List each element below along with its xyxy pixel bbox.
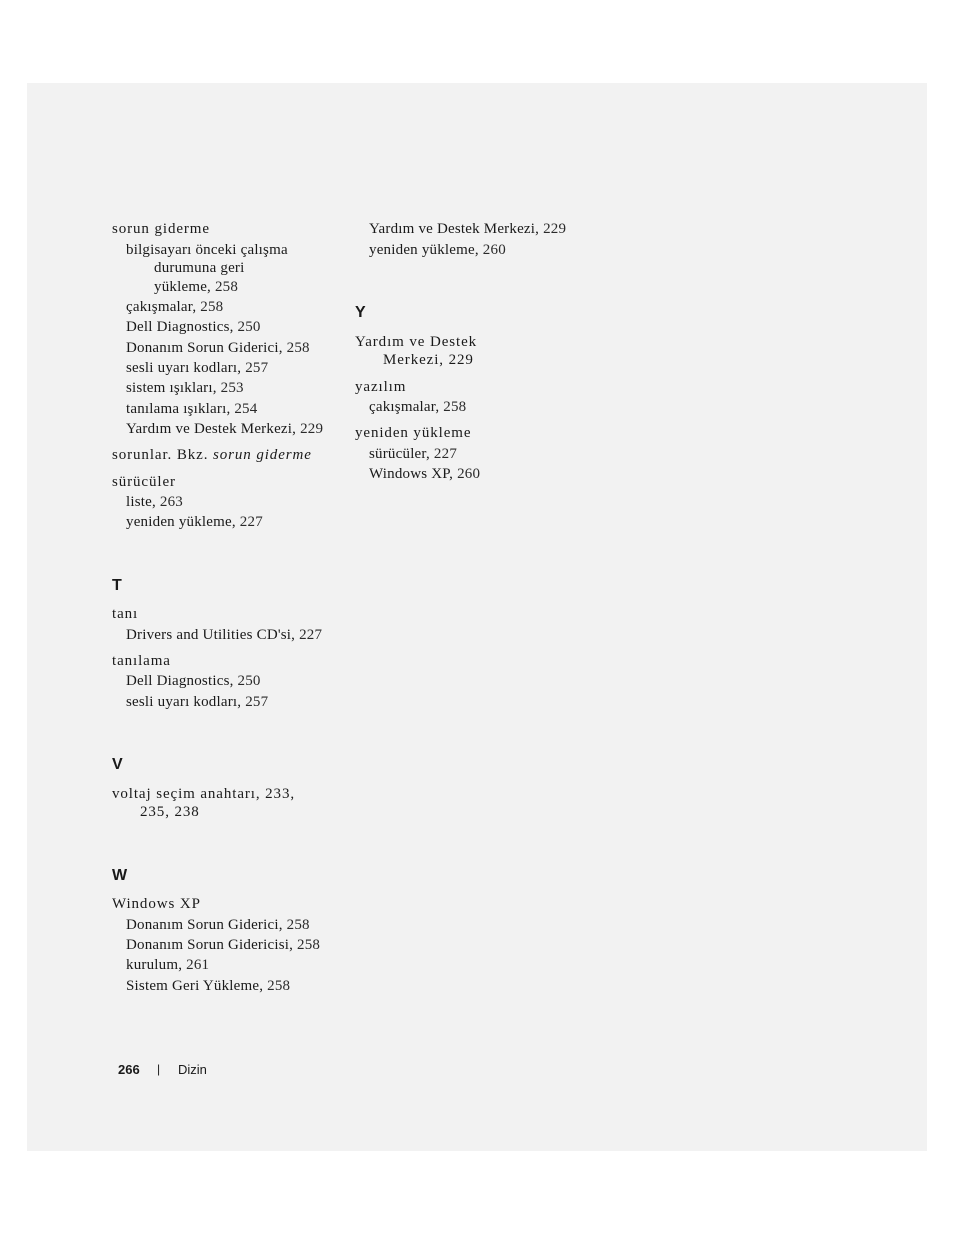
index-subentry: liste, 263 xyxy=(126,494,184,510)
index-subentry: çakışmalar, 258 xyxy=(369,399,467,415)
section-letter-y: Y xyxy=(355,304,366,321)
index-subentry: kurulum, 261 xyxy=(126,957,210,973)
page-ref: 260 xyxy=(457,466,481,482)
page-ref: 257 xyxy=(245,694,269,710)
index-subentry: Drivers and Utilities CD'si, 227 xyxy=(126,627,323,643)
index-entry-sorun-giderme: sorun giderme xyxy=(112,221,210,237)
page-ref: 227 xyxy=(433,446,458,462)
page-ref: 227 xyxy=(299,627,323,643)
section-letter-w: W xyxy=(112,867,128,884)
index-subentry: bilgisayarı önceki çalışma xyxy=(126,242,288,258)
index-subentry: Dell Diagnostics, 250 xyxy=(126,319,261,335)
index-subentry: sürücüler, 227 xyxy=(369,446,458,462)
cross-reference: sorun giderme xyxy=(213,447,312,463)
page-ref: 261 xyxy=(186,957,210,973)
page-ref: 253 xyxy=(220,380,244,396)
page-ref: 263 xyxy=(159,494,184,510)
index-subentry: Sistem Geri Yükleme, 258 xyxy=(126,978,291,994)
index-entry-yardim: Yardım ve Destek xyxy=(355,334,478,350)
index-entry-voltaj: voltaj seçim anahtarı, 233, xyxy=(112,786,296,802)
document-page xyxy=(27,83,927,1151)
index-entry-yazilim: yazılım xyxy=(355,379,407,395)
page-ref: 258 xyxy=(443,399,467,415)
page-ref: 227 xyxy=(239,514,263,530)
index-subentry: Windows XP, 260 xyxy=(369,466,481,482)
page-ref: 258 xyxy=(286,917,310,933)
page-ref: 258 xyxy=(200,299,224,315)
index-subentry: Yardım ve Destek Merkezi, 229 xyxy=(126,421,324,437)
index-entry-windows-xp: Windows XP xyxy=(112,896,201,912)
page-ref: 257 xyxy=(245,360,269,376)
section-letter-v: V xyxy=(112,756,123,773)
page-ref: 258 xyxy=(286,340,310,356)
index-subentry-continuation: durumuna geri xyxy=(154,260,245,276)
page-ref: 250 xyxy=(237,673,261,689)
index-entry-continuation: Merkezi, 229 xyxy=(383,352,474,368)
index-entry-tanilama: tanılama xyxy=(112,653,171,669)
index-subentry: sistem ışıkları, 253 xyxy=(126,380,244,396)
page-ref: 260 xyxy=(482,242,506,258)
index-entry-tani: tanı xyxy=(112,606,139,622)
page-number: 266 xyxy=(118,1062,140,1077)
index-subentry: Donanım Sorun Giderici, 258 xyxy=(126,340,310,356)
index-entry-continuation: 235, 238 xyxy=(140,804,200,820)
index-subentry: Yardım ve Destek Merkezi, 229 xyxy=(369,221,567,237)
index-entry-suruculer: sürücüler xyxy=(112,474,176,490)
section-letter-t: T xyxy=(112,577,122,594)
index-subentry: çakışmalar, 258 xyxy=(126,299,224,315)
page-ref: 258 xyxy=(297,937,321,953)
page-ref: 254 xyxy=(234,401,258,417)
index-subentry: yeniden yükleme, 260 xyxy=(369,242,506,258)
index-entry-yeniden-yukleme: yeniden yükleme xyxy=(355,425,472,441)
page-ref: 258 xyxy=(267,978,291,994)
footer-separator: | xyxy=(157,1062,161,1076)
page-ref: 229 xyxy=(300,421,324,437)
index-subentry: Dell Diagnostics, 250 xyxy=(126,673,261,689)
index-entry-sorunlar: sorunlar. Bkz. sorun giderme xyxy=(112,447,312,463)
index-subentry: Donanım Sorun Giderici, 258 xyxy=(126,917,310,933)
page-ref: 258 xyxy=(214,279,239,295)
page-ref: 250 xyxy=(237,319,261,335)
index-subentry: sesli uyarı kodları, 257 xyxy=(126,694,269,710)
index-subentry: sesli uyarı kodları, 257 xyxy=(126,360,269,376)
index-subentry: yeniden yükleme, 227 xyxy=(126,514,263,530)
index-subentry: Donanım Sorun Gidericisi, 258 xyxy=(126,937,321,953)
index-subentry: tanılama ışıkları, 254 xyxy=(126,401,258,417)
index-subentry-continuation: yükleme, 258 xyxy=(154,279,239,295)
page-ref: 229 xyxy=(543,221,567,237)
footer-section-label: Dizin xyxy=(178,1062,207,1077)
